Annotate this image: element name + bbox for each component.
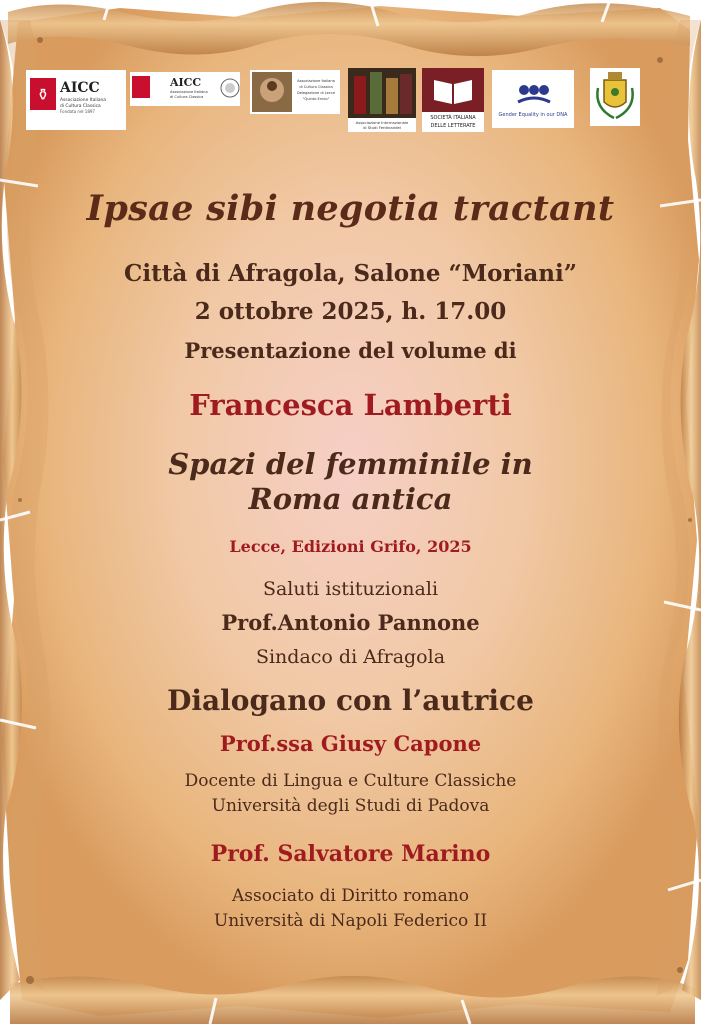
book-title-line1: Spazi del femminile in bbox=[168, 447, 533, 481]
speaker1-role-line1: Docente di Lingua e Culture Classiche bbox=[184, 771, 517, 791]
svg-text:Associazione Italiana: Associazione Italiana bbox=[60, 98, 106, 103]
aicc-logo-1-text: AICC bbox=[60, 80, 100, 96]
svg-text:di Studi Ferdinandei: di Studi Ferdinandei bbox=[363, 125, 401, 130]
svg-text:SOCIETÀ ITALIANA: SOCIETÀ ITALIANA bbox=[430, 115, 476, 121]
event-title: Ipsae sibi negotia tractant bbox=[86, 188, 615, 229]
societa-letterate-logo bbox=[422, 68, 484, 132]
svg-text:⚱: ⚱ bbox=[36, 85, 50, 104]
svg-text:Fondata nel 1897: Fondata nel 1897 bbox=[60, 109, 95, 114]
presentation-label: Presentazione del volume di bbox=[184, 338, 517, 363]
gender-equality-logo bbox=[492, 70, 574, 128]
aicc-logo-1 bbox=[26, 70, 126, 130]
svg-text:Associazione Internazionale: Associazione Internazionale bbox=[355, 120, 409, 125]
speaker1-name: Prof.ssa Giusy Capone bbox=[219, 731, 482, 756]
aicc-delegazione-logo bbox=[250, 70, 340, 114]
speaker2-name: Prof. Salvatore Marino bbox=[210, 841, 491, 867]
svg-text:di Cultura Classica: di Cultura Classica bbox=[60, 104, 101, 109]
svg-text:DELLE LETTERATE: DELLE LETTERATE bbox=[430, 123, 476, 129]
speaker2-role-line2: Università di Napoli Federico II bbox=[213, 911, 488, 931]
event-datetime: 2 ottobre 2025, h. 17.00 bbox=[194, 298, 507, 325]
svg-text:AICC: AICC bbox=[170, 76, 202, 89]
dialogue-label: Dialogano con l’autrice bbox=[167, 684, 534, 717]
event-venue: Città di Afragola, Salone “Moriani” bbox=[124, 260, 577, 287]
aicc-logo-2 bbox=[130, 72, 240, 106]
svg-text:Delegazione di Lecce: Delegazione di Lecce bbox=[296, 91, 336, 95]
svg-text:di Cultura Classica: di Cultura Classica bbox=[170, 95, 204, 99]
author-name: Francesca Lamberti bbox=[189, 388, 512, 422]
greeter-role: Sindaco di Afragola bbox=[255, 646, 446, 668]
svg-text:Associazione Italiana: Associazione Italiana bbox=[170, 90, 208, 94]
greetings-label: Saluti istituzionali bbox=[262, 578, 439, 600]
afragola-crest-logo bbox=[590, 68, 640, 126]
svg-text:di Cultura Classica: di Cultura Classica bbox=[299, 85, 333, 89]
speaker2-role-line1: Associato di Diritto romano bbox=[232, 886, 469, 906]
studi-ferdinandei-logo bbox=[348, 68, 416, 132]
svg-text:"Quinto Ennio": "Quinto Ennio" bbox=[302, 97, 330, 101]
book-title-line2: Roma antica bbox=[248, 482, 453, 516]
speaker1-role-line2: Università degli Studi di Padova bbox=[211, 796, 490, 816]
svg-text:Gender Equality in our DNA: Gender Equality in our DNA bbox=[498, 112, 568, 118]
greeter-name: Prof.Antonio Pannone bbox=[221, 610, 480, 635]
logos-row bbox=[26, 68, 676, 134]
svg-text:Associazione Italiana: Associazione Italiana bbox=[297, 79, 335, 83]
publisher-info: Lecce, Edizioni Grifo, 2025 bbox=[229, 537, 472, 556]
